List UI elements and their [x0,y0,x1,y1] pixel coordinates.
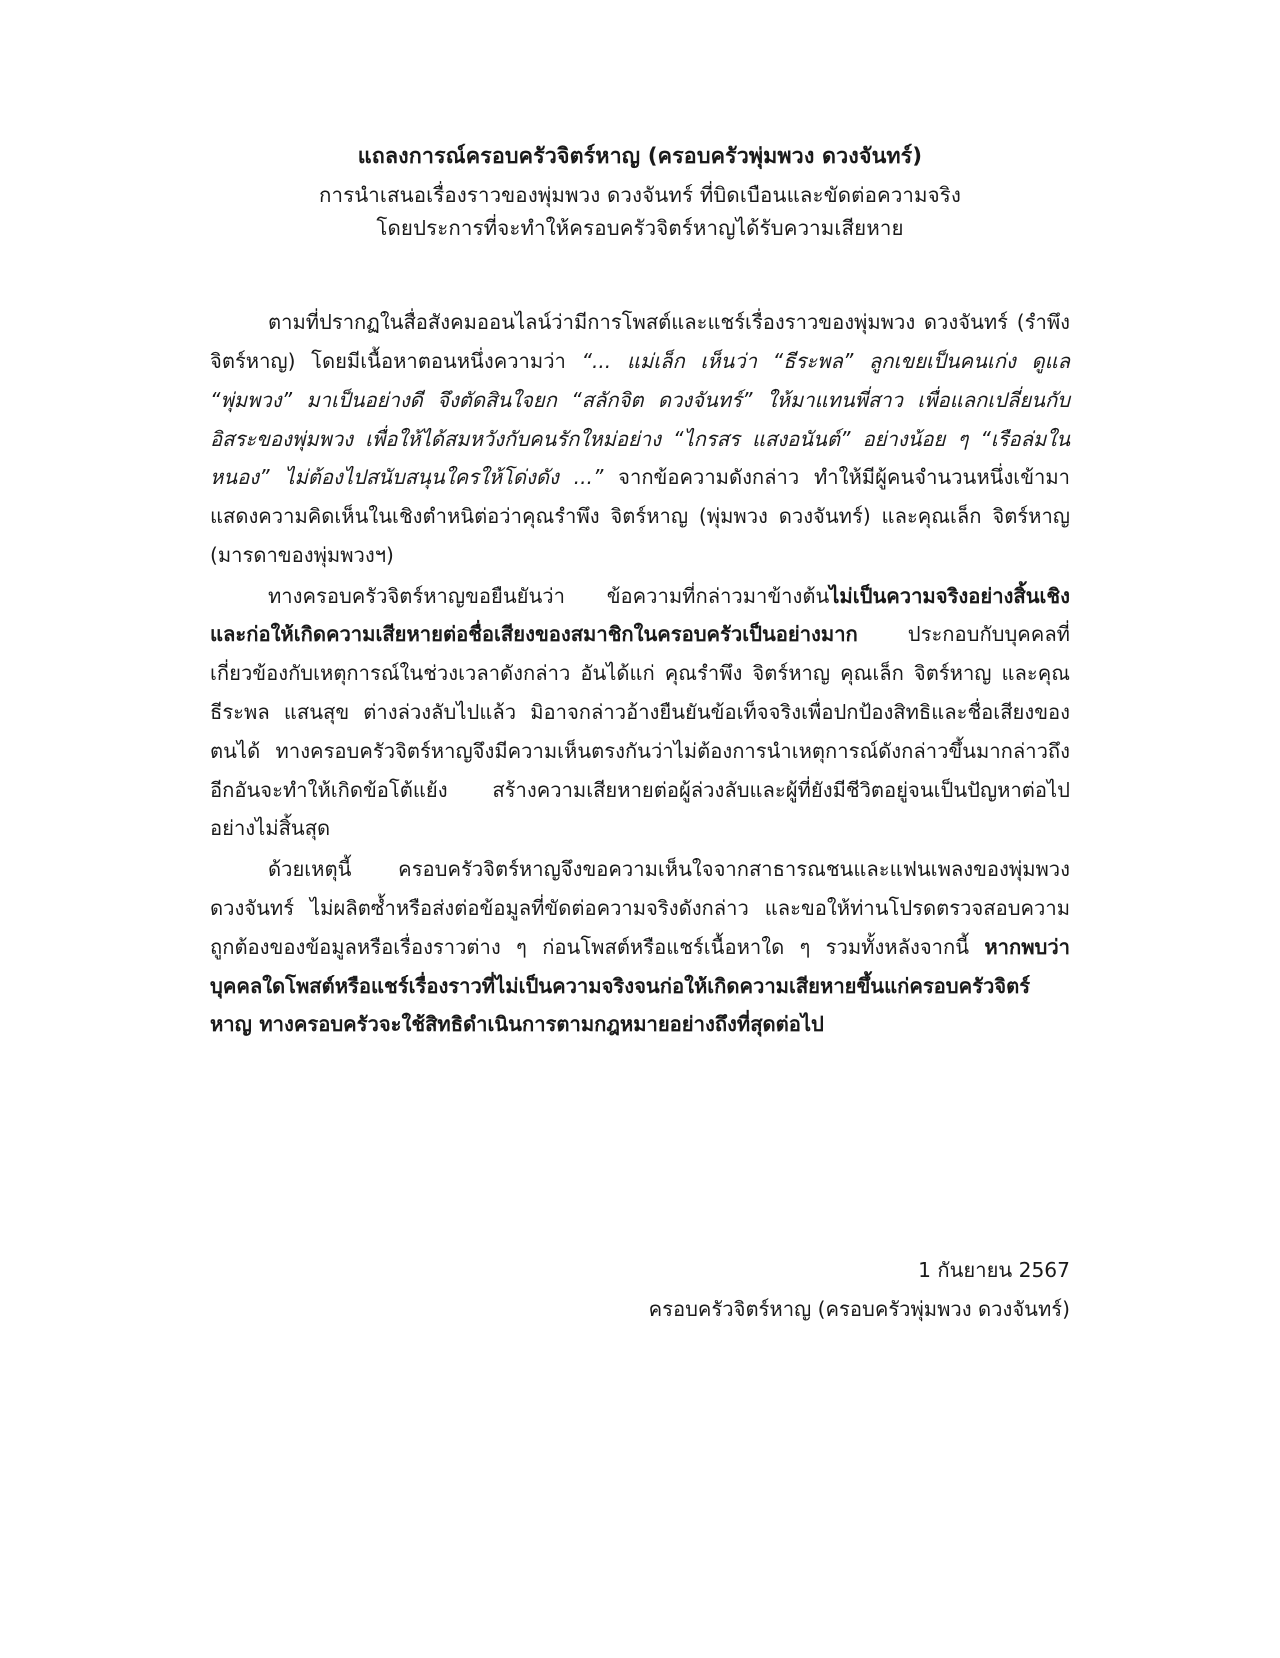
document-body [210,303,1070,1044]
page-title: แถลงการณ์ครอบครัวจิตร์หาญ (ครอบครัวพุ่มพวง ดวงจันทร์) [357,144,923,169]
paragraph-2-part-1: ทางครอบครัวจิตร์หาญขอยืนยันว่า ข้อความที่กล่าวมาข้างต้น [268,583,830,608]
document-subtitle-line-2: โดยประการที่จะทำให้ครอบครัวจิตร์หาญได้รับความเสียหาย [376,216,904,241]
paragraph-2-part-2: ประกอบกับบุคคลที่เกี่ยวข้องกับเหตุการณ์ในช่วงเวลาดังกล่าว อันได้แก่ คุณรำพึง จิตร์หาญ คุณเล็ก จิตร์หาญ และคุณธีระพล แสนสุข ต่างล่วงลับไปแล้ว มิอาจกล่าวอ้างยืนยันข้อเท็จจริงเพื่อปกป้องสิทธิและชื่อเสียงของตนได้ ทางครอบครัวจิตร์หาญจึงมีความเห็นตรงกันว่าไม่ต้องการนำเหตุการณ์ดังกล่าวขึ้นมากล่าวถึงอีกอันจะทำให้เกิดข้อโต้แย้ง สร้างความเสียหายต่อผู้ล่วงลับและผู้ที่ยังมีชีวิตอยู่จนเป็นปัญหาต่อไปอย่างไม่สิ้นสุด [210,622,1070,841]
document-subtitle-line-1: การนำเสนอเรื่องราวของพุ่มพวง ดวงจันทร์ ที่บิดเบือนและขัดต่อความจริง [319,182,961,207]
signature-block [649,1251,1070,1328]
document-header [210,140,1070,245]
paragraph-1-part-2: จากข้อความดังกล่าว ทำให้มีผู้คนจำนวนหนึ่งเข้ามาแสดงความคิดเห็นในเชิงตำหนิต่อว่าคุณรำพึง จิตร์หาญ (พุ่มพวง ดวงจันทร์) และคุณเล็ก จิตร์หาญ (มารดาของพุ่มพวงฯ) [210,465,1070,567]
paragraph-3 [210,850,1070,1044]
paragraph-1-part-1: ตามที่ปรากฏในสื่อสังคมออนไลน์ว่ามีการโพสต์และแชร์เรื่องราวของพุ่มพวง ดวงจันทร์ (รำพึง จิตร์หาญ) โดยมีเนื้อหาตอนหนึ่งความว่า [210,310,1070,374]
paragraph-2-bold-1: ไม่เป็นความจริงอย่างสิ้นเชิง และก่อให้เกิดความเสียหายต่อชื่อเสียงของสมาชิกในครอบครัวเป็นอย่างมาก [210,583,1070,647]
signature-date: 1 กันยายน 2567 [918,1258,1070,1283]
signature-name: ครอบครัวจิตร์หาญ (ครอบครัวพุ่มพวง ดวงจันทร์) [648,1296,1070,1321]
paragraph-1 [210,303,1070,574]
paragraph-1-quote: “... แม่เล็ก เห็นว่า “ธีระพล” ลูกเขยเป็นคนเก่ง ดูแล “พุ่มพวง” มาเป็นอย่างดี จึงตัดสินใจยก “สลักจิต ดวงจันทร์” ให้มาแทนพี่สาว เพื่อแลกเปลี่ยนกับอิสระของพุ่มพวง เพื่อให้ได้สมหวังกับคนรักใหม่อย่าง “ไกรสร แสงอนันต์” อย่างน้อย ๆ “เรือล่มในหนอง” ไม่ต้องไปสนับสนุนใครให้โด่งดัง ...” [210,349,1070,490]
paragraph-2 [210,577,1070,848]
paragraph-3-bold-1: หากพบว่าบุคคลใดโพสต์หรือแชร์เรื่องราวที่ไม่เป็นความจริงจนก่อให้เกิดความเสียหายขึ้นแก่ครอบครัวจิตร์หาญ ทางครอบครัวจะใช้สิทธิดำเนินการตามกฎหมายอย่างถึงที่สุดต่อไป [210,934,1070,1037]
paragraph-3-part-1: ด้วยเหตุนี้ ครอบครัวจิตร์หาญจึงขอความเห็นใจจากสาธารณชนและแฟนเพลงของพุ่มพวง ดวงจันทร์ ไม่ผลิตซ้ำหรือส่งต่อข้อมูลที่ขัดต่อความจริงดังกล่าว และขอให้ท่านโปรดตรวจสอบความถูกต้องของข้อมูลหรือเรื่องราวต่าง ๆ ก่อนโพสต์หรือแชร์เนื้อหาใด ๆ รวมทั้งหลังจากนี้ [210,857,1070,959]
